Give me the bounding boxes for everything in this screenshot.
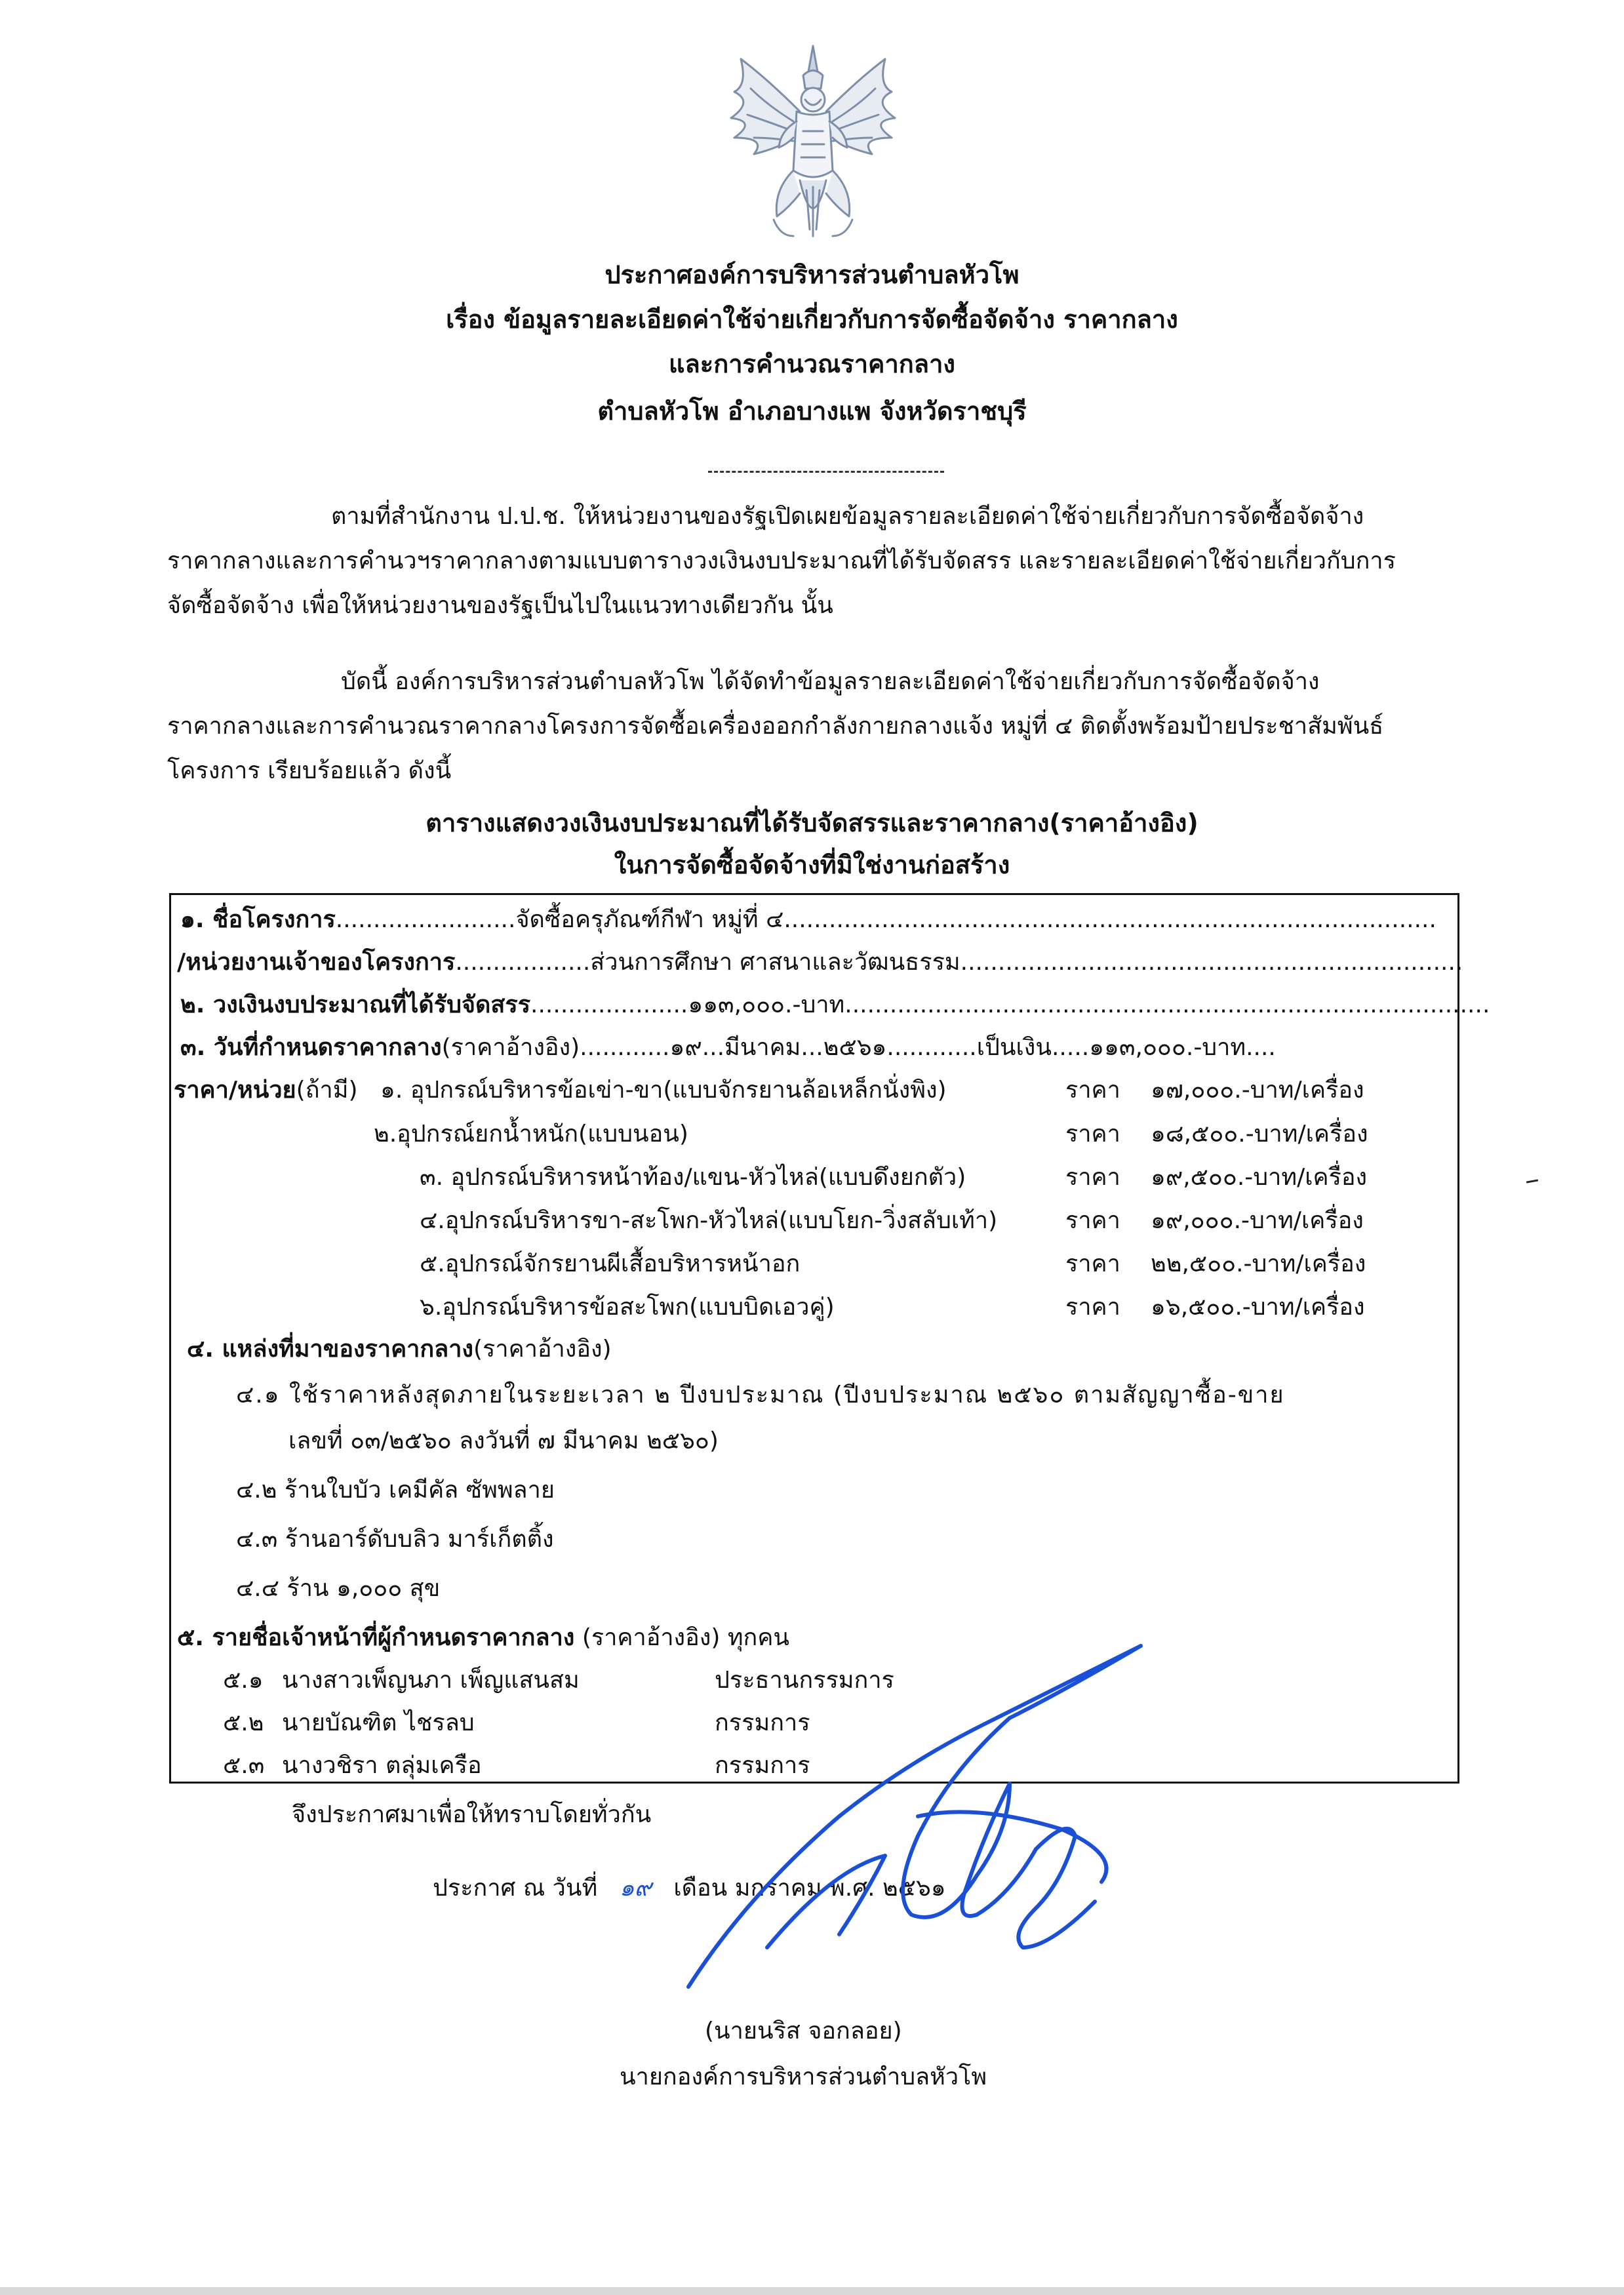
- signer-position: นายกองค์การบริหารส่วนตำบลหัวโพ: [620, 2064, 987, 2090]
- price-item-5-name: ๕.อุปกรณ์จักรยานผีเสื้อบริหารหน้าอก: [420, 1250, 801, 1277]
- project-owner-value: ..................ส่วนการศึกษา ศาสนาและวัฒนธรรม...................................................................: [455, 949, 1463, 976]
- unit-price-heading: [174, 1079, 358, 1102]
- price-source-label: ๔. แหล่งที่มาของราคากลาง: [187, 1336, 474, 1363]
- date-day: ๑๙: [619, 1875, 652, 1902]
- price-item-4-name: ๔.อุปกรณ์บริหารขา-สะโพก-หัวไหล่(แบบโยก-วิ่งสลับเท้า): [420, 1207, 998, 1234]
- member-3-role: กรรมการ: [715, 1752, 810, 1779]
- table-title-line-2: ในการจัดซื้อจัดจ้างที่มิใช่งานก่อสร้าง: [614, 850, 1010, 879]
- price-item-3-word: ราคา: [1065, 1164, 1120, 1191]
- member-3-name: นางวชิรา ตลุ่มเครือ: [282, 1752, 482, 1779]
- date-prefix: ประกาศ ณ วันที่: [433, 1875, 598, 1902]
- price-item-4-word: ราคา: [1065, 1207, 1120, 1234]
- price-item-6-name: ๖.อุปกรณ์บริหารข้อสะโพก(แบบบิดเอวคู่): [420, 1294, 835, 1321]
- table-title-line-1: ตารางแสดงวงเงินงบประมาณที่ได้รับจัดสรรและราคากลาง(ราคาอ้างอิง): [426, 808, 1198, 837]
- intro-p1-line3: จัดซื้อจัดจ้าง เพื่อให้หน่วยงานของรัฐเป็นไปในแนวทางเดียวกัน นั้น: [167, 592, 833, 619]
- member-2-name: นายบัณฑิต ไชรลบ: [282, 1709, 475, 1736]
- intro-p2-line3: โครงการ เรียบร้อยแล้ว ดังนี้: [167, 757, 452, 784]
- source-4-1-line1: ๔.๑ ใช้ราคาหลังสุดภายในระยะเวลา ๒ ปีงบประมาณ (ปีงบประมาณ ๒๕๖๐ ตามสัญญาซื้อ-ขาย: [236, 1382, 1285, 1408]
- source-4-1-line2: เลขที่ ๐๓/๒๕๖๐ ลงวันที่ ๗ มีนาคม ๒๕๖๐): [288, 1427, 719, 1454]
- committee-heading: [177, 1626, 789, 1650]
- project-owner-label: /หน่วยงานเจ้าของโครงการ: [177, 949, 456, 976]
- scan-edge: [0, 2287, 1624, 2295]
- intro-p2-line1: บัดนี้ องค์การบริหารส่วนตำบลหัวโพ ได้จัดทำข้อมูลรายละเอียดค่าใช้จ่ายเกี่ยวกับการจัดซื้อจัดจ้าง: [341, 668, 1320, 695]
- reference-date-label: ๓. วันที่กำหนดราคากลาง: [180, 1034, 442, 1061]
- project-name-value: ........................จัดซื้อครุภัณฑ์กีฬา หมู่ที่ ๔.......................................................................................: [335, 906, 1436, 933]
- source-4-2: ๔.๒ ร้านใบบัว เคมีคัล ซัพพลาย: [236, 1477, 555, 1504]
- budget-value: .....................๑๑๓,๐๐๐.-บาท......................................................................................: [530, 991, 1490, 1018]
- committee-note: (ราคาอ้างอิง) ทุกคน: [582, 1624, 790, 1651]
- committee-label: ๕. รายชื่อเจ้าหน้าที่ผู้กำหนดราคากลาง: [177, 1624, 575, 1651]
- reference-date-row: [180, 1036, 1276, 1060]
- unit-price-note: (ถ้ามี): [296, 1077, 358, 1104]
- project-owner-row: [177, 951, 1463, 974]
- project-name-label: ๑. ชื่อโครงการ: [180, 906, 336, 933]
- stray-mark: [1526, 1179, 1538, 1183]
- price-item-4-price: ๑๙,๐๐๐.-บาท/เครื่อง: [1151, 1207, 1364, 1234]
- announce-line: จึงประกาศมาเพื่อให้ทราบโดยทั่วกัน: [292, 1801, 652, 1828]
- member-2-role: กรรมการ: [715, 1709, 810, 1736]
- signer-name: (นายนริส จอกลอย): [705, 2018, 902, 2045]
- budget-row: [180, 993, 1490, 1017]
- header-divider: [708, 471, 944, 473]
- price-item-3-price: ๑๙,๕๐๐.-บาท/เครื่อง: [1151, 1164, 1368, 1191]
- price-item-1-name: ๑. อุปกรณ์บริหารข้อเข่า-ขา(แบบจักรยานล้อเหล็กนั่งพิง): [380, 1077, 947, 1104]
- price-item-2-name: ๒.อุปกรณ์ยกน้ำหนัก(แบบนอน): [374, 1121, 688, 1148]
- header-subject: เรื่อง ข้อมูลรายละเอียดค่าใช้จ่ายเกี่ยวกับการจัดซื้อจัดจ้าง ราคากลาง: [446, 305, 1178, 334]
- source-4-4: ๔.๔ ร้าน ๑,๐๐๐ สุข: [236, 1575, 441, 1602]
- unit-price-label: ราคา/หน่วย: [174, 1077, 296, 1104]
- price-source-heading: [187, 1338, 612, 1361]
- member-1-no: ๕.๑: [223, 1667, 264, 1694]
- header-location: ตำบลหัวโพ อำเภอบางแพ จังหวัดราชบุรี: [597, 397, 1027, 426]
- price-item-5-price: ๒๒,๕๐๐.-บาท/เครื่อง: [1151, 1250, 1366, 1277]
- reference-date-value: (ราคาอ้างอิง)............๑๙...มีนาคม...๒๕๖๑............เป็นเงิน.....๑๑๓,๐๐๐.-บาท....: [441, 1034, 1276, 1061]
- garuda-emblem: [695, 39, 931, 256]
- project-name-row: [180, 908, 1436, 932]
- price-item-5-word: ราคา: [1065, 1250, 1120, 1277]
- header-line-3: และการคำนวณราคากลาง: [669, 349, 955, 378]
- member-1-role: ประธานกรรมการ: [715, 1667, 894, 1694]
- member-3-no: ๕.๓: [223, 1752, 265, 1779]
- price-item-1-price: ๑๗,๐๐๐.-บาท/เครื่อง: [1151, 1077, 1364, 1104]
- source-4-3: ๔.๓ ร้านอาร์ดับบลิว มาร์เก็ตติ้ง: [236, 1526, 554, 1553]
- price-source-note: (ราคาอ้างอิง): [473, 1336, 612, 1363]
- price-item-1-word: ราคา: [1065, 1077, 1120, 1104]
- intro-p1-line2: ราคากลางและการคำนวฯราคากลางตามแบบตารางวงเงินงบประมาณที่ได้รับจัดสรร และรายละเอียดค่าใช้จ่ายเกี่ยวกับการ: [167, 548, 1396, 574]
- price-item-2-price: ๑๘,๕๐๐.-บาท/เครื่อง: [1151, 1121, 1368, 1148]
- budget-label: ๒. วงเงินงบประมาณที่ได้รับจัดสรร: [180, 991, 531, 1018]
- announce-date: [433, 1877, 946, 1900]
- header-line-1: ประกาศองค์การบริหารส่วนตำบลหัวโพ: [604, 260, 1020, 289]
- price-item-6-word: ราคา: [1065, 1294, 1120, 1321]
- price-item-2-word: ราคา: [1065, 1121, 1120, 1148]
- intro-p1-line1: ตามที่สำนักงาน ป.ป.ช. ให้หน่วยงานของรัฐเปิดเผยข้อมูลรายละเอียดค่าใช้จ่ายเกี่ยวกับการจัดซื้อจัดจ้าง: [331, 503, 1364, 530]
- date-suffix: เดือน มกราคม พ.ศ. ๒๕๖๑: [673, 1875, 946, 1902]
- price-item-3-name: ๓. อุปกรณ์บริหารหน้าท้อง/แขน-หัวไหล่(แบบดึงยกตัว): [420, 1164, 966, 1191]
- member-2-no: ๕.๒: [223, 1709, 264, 1736]
- intro-p2-line2: ราคากลางและการคำนวณราคากลางโครงการจัดซื้อเครื่องออกกำลังกายกลางแจ้ง หมู่ที่ ๔ ติดตั้งพร้อมป้ายประชาสัมพันธ์: [167, 713, 1384, 740]
- price-item-6-price: ๑๖,๕๐๐.-บาท/เครื่อง: [1151, 1294, 1365, 1321]
- member-1-name: นางสาวเพ็ญนภา เพ็ญแสนสม: [282, 1667, 580, 1694]
